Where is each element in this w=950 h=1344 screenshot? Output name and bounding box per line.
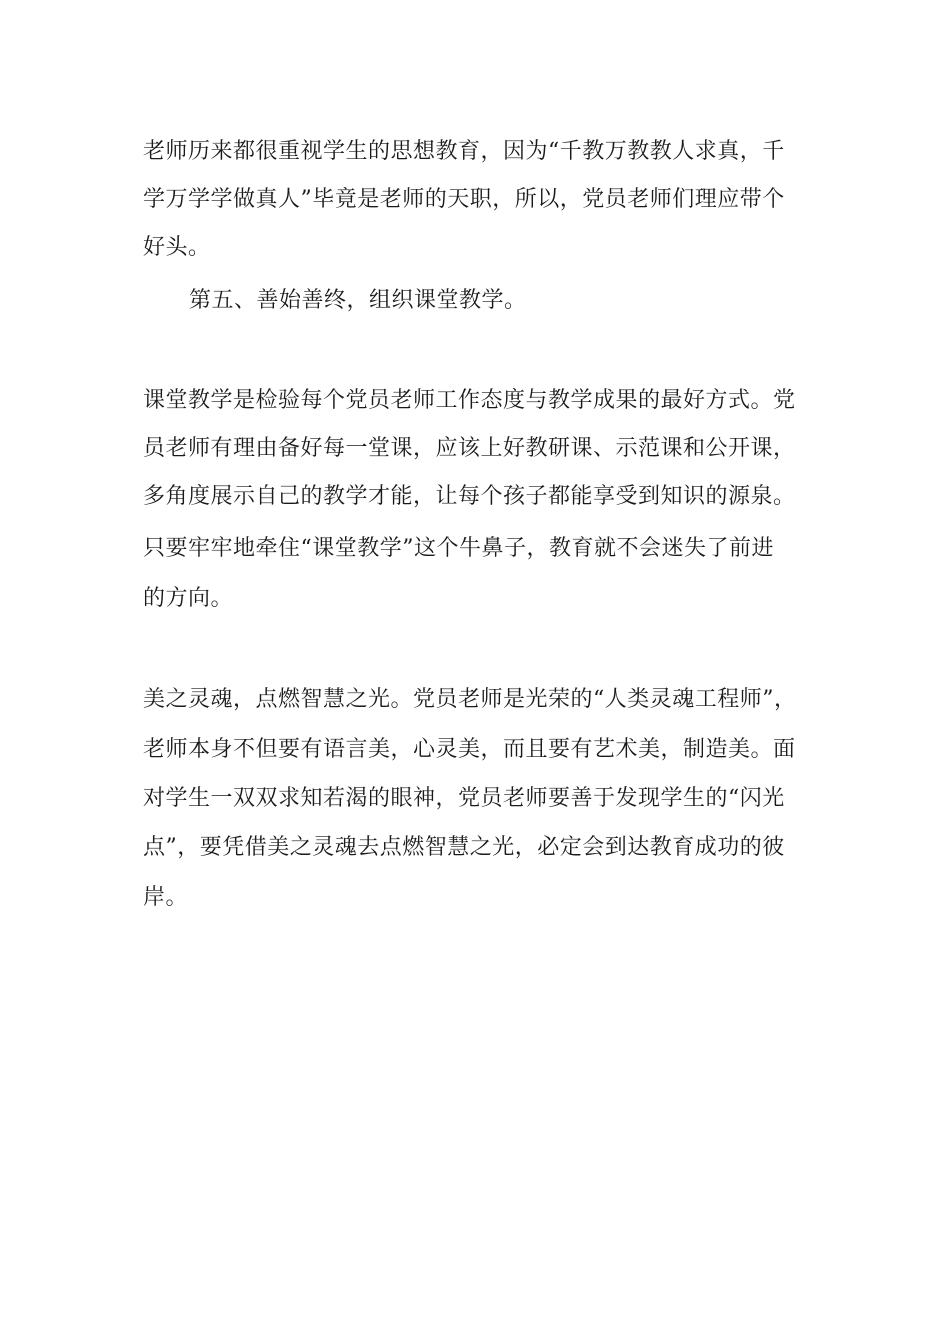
text-line: 美之灵魂，点燃智慧之光。党员老师是光荣的“人类灵魂工程师”， (143, 687, 797, 712)
text-line: 课堂教学是检验每个党员老师工作态度与教学成果的最好方式。党 (143, 388, 796, 413)
text-line: 点”，要凭借美之灵魂去点燃智慧之光，必定会到达教育成功的彼 (143, 835, 785, 860)
text-line: 好头。 (143, 235, 211, 260)
text-line: 岸。 (143, 885, 189, 910)
text-line: 老师历来都很重视学生的思想教育，因为“千教万教教人求真，千 (143, 139, 785, 164)
text-line: 对学生一双双求知若渴的眼神，党员老师要善于发现学生的“闪光 (143, 786, 785, 811)
text-line: 只要牢牢地牵住“课堂教学”这个牛鼻子，教育就不会迷失了前进 (143, 536, 774, 561)
text-line: 多角度展示自己的教学才能，让每个孩子都能享受到知识的源泉。 (143, 484, 796, 509)
text-line: 老师本身不但要有语言美，心灵美，而且要有艺术美，制造美。面 (143, 737, 796, 762)
text-line: 学万学学做真人”毕竟是老师的天职，所以，党员老师们理应带个 (143, 187, 785, 212)
text-line: 员老师有理由备好每一堂课，应该上好教研课、示范课和公开课， (143, 436, 796, 461)
text-line: 的方向。 (143, 586, 234, 611)
section-heading: 第五、善始善终，组织课堂教学。 (189, 288, 527, 313)
